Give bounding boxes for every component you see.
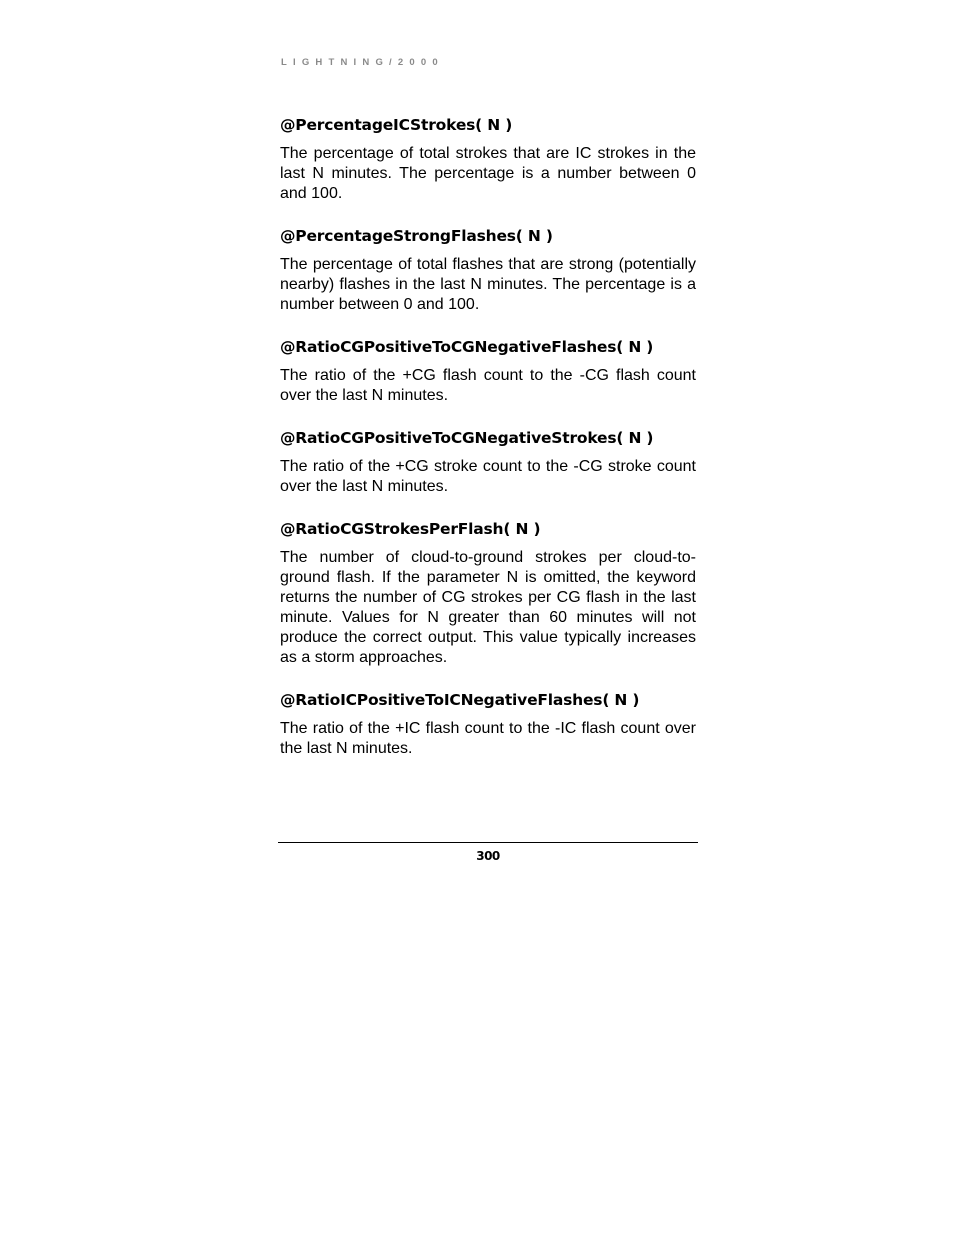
keyword-heading: @RatioCGPositiveToCGNegativeStrokes( N ) xyxy=(280,429,654,447)
keyword-description: The percentage of total strokes that are IC strokes in the last N minutes. The percentage is a number between 0 and 100. xyxy=(280,145,696,202)
keyword-entry xyxy=(280,518,696,668)
page-number: 300 xyxy=(476,849,500,863)
keyword-description: The percentage of total flashes that are strong (potentially nearby) flashes in the last N minutes. The percentage is a number between 0 and 100. xyxy=(280,256,696,313)
keyword-heading: @RatioCGStrokesPerFlash( N ) xyxy=(280,520,541,538)
keyword-description: The ratio of the +CG flash count to the -CG flash count over the last N minutes. xyxy=(280,367,696,404)
keyword-entry xyxy=(280,427,696,497)
keyword-entry xyxy=(280,689,696,759)
keyword-description: The ratio of the +IC flash count to the -IC flash count over the last N minutes. xyxy=(280,720,696,757)
keyword-entry xyxy=(280,225,696,315)
keyword-entry xyxy=(280,336,696,406)
running-header: LIGHTNING/2000 xyxy=(281,57,444,68)
keyword-heading: @PercentageICStrokes( N ) xyxy=(280,116,513,134)
keyword-entry xyxy=(280,114,696,204)
keyword-heading: @RatioCGPositiveToCGNegativeFlashes( N ) xyxy=(280,338,654,356)
keyword-reference-list xyxy=(280,114,696,780)
footer-divider xyxy=(278,842,698,843)
keyword-heading: @RatioICPositiveToICNegativeFlashes( N ) xyxy=(280,691,640,709)
keyword-description: The ratio of the +CG stroke count to the -CG stroke count over the last N minutes. xyxy=(280,458,696,495)
keyword-description: The number of cloud-to-ground strokes per cloud-to-ground flash. If the parameter N is omitted, the keyword returns the number of CG strokes per CG flash in the last minute. Values for N greater than 60 minutes will not produce the correct output. This value typically increases as a storm approaches. xyxy=(280,549,696,666)
keyword-heading: @PercentageStrongFlashes( N ) xyxy=(280,227,553,245)
